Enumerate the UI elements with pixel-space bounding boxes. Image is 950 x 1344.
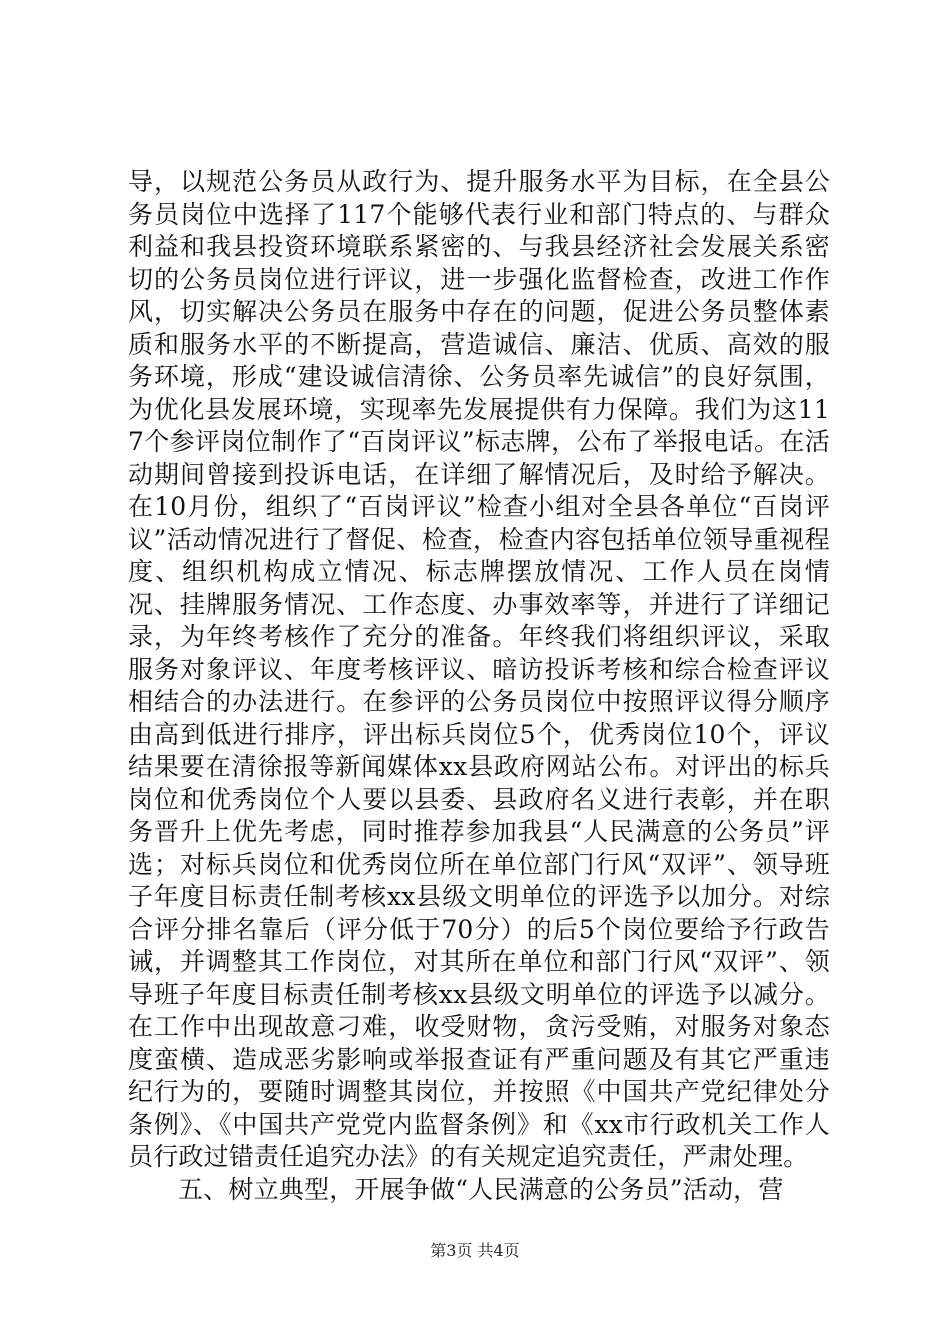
document-body bbox=[128, 166, 830, 1206]
page-number-footer: 第3页 共4页 bbox=[430, 1241, 520, 1260]
paragraph-section-five: 五、树立典型，开展争做“人民满意的公务员”活动，营 bbox=[178, 1174, 784, 1204]
paragraph-continuation: 导，以规范公务员从政行为、提升服务水平为目标，在全县公务员岗位中选择了117个能够代表行业和部门特点的、与群众利益和我县投资环境联系紧密的、与我县经济社会发展关系密切的公务员岗位进行评议，进一步强化监督检查，改进工作作风，切实解决公务员在服务中存在的问题，促进公务员整体素质和服务水平的不断提高，营造诚信、廉洁、优质、高效的服务环境，形成“建设诚信清徐、公务员率先诚信”的良好氛围，为优化县发展环境，实现率先发展提供有力保障。我们为这117个参评岗位制作了“百岗评议”标志牌，公布了举报电话。在活动期间曾接到投诉电话，在详细了解情况后，及时给予解决。在10月份，组织了“百岗评议”检查小组对全县各单位“百岗评议”活动情况进行了督促、检查，检查内容包括单位领导重视程度、组织机构成立情况、标志牌摆放情况、工作人员在岗情况、挂牌服务情况、工作态度、办事效率等，并进行了详细记录，为年终考核作了充分的准备。年终我们将组织评议，采取服务对象评议、年度考核评议、暗访投诉考核和综合检查评议相结合的办法进行。在参评的公务员岗位中按照评议得分顺序由高到低进行排序，评出标兵岗位5个，优秀岗位10个，评议结果要在清徐报等新闻媒体xx县政府网站公布。对评出的标兵岗位和优秀岗位个人要以县委、县政府名义进行表彰，并在职务晋升上优先考虑，同时推荐参加我县“人民满意的公务员”评选；对标兵岗位和优秀岗位所在单位部门行风“双评”、领导班子年度目标责任制考核xx县级文明单位的评选予以加分。对综合评分排名靠后（评分低于70分）的后5个岗位要给予行政告诫，并调整其工作岗位，对其所在单位和部门行风“双评”、领导班子年度目标责任制考核xx县级文明单位的评选予以减分。在工作中出现故意刁难，收受财物，贪污受贿，对服务对象态度蛮横、造成恶劣影响或举报查证有严重问题及有其它严重违纪行为的，要随时调整其岗位，并按照《中国共产党纪律处分条例》、《中国共产党党内监督条例》和《xx市行政机关工作人员行政过错责任追究办法》的有关规定追究责任，严肃处理。 bbox=[128, 167, 830, 1171]
